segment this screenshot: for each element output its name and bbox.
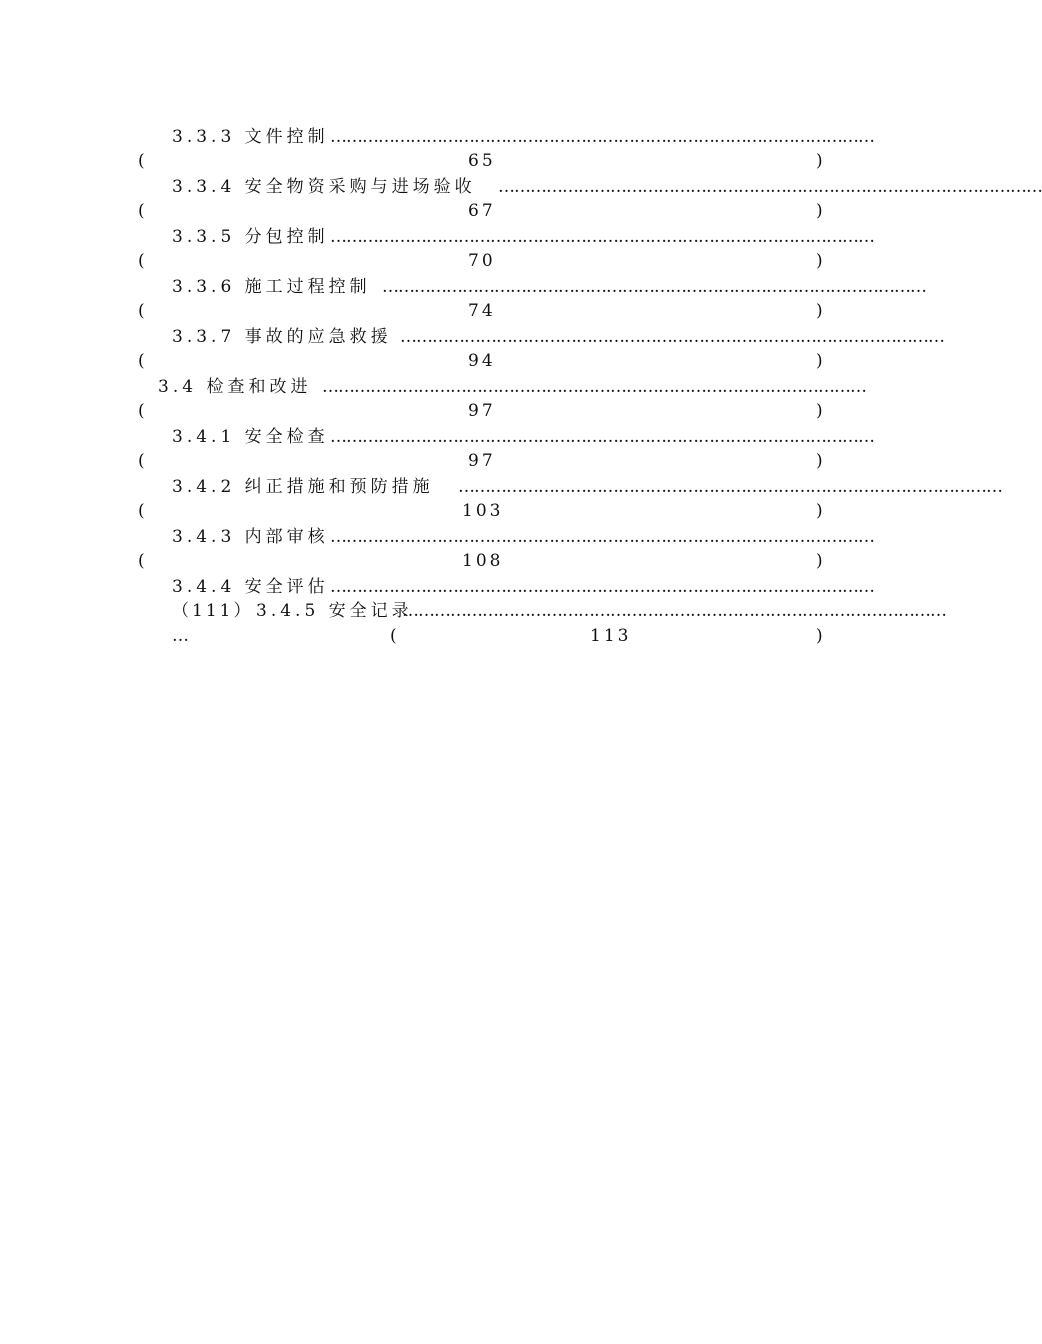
toc-open-paren: ( [138,401,145,421]
toc-leader: ………………………………………………………………………………………… [330,227,874,247]
toc-leader: ………………………………………………………………………………………… [322,377,866,397]
toc-entry-title: 3.3.5 分包控制 [172,227,329,247]
toc-close-paren: ) [816,401,823,421]
toc-page-number: 70 [468,251,496,271]
toc-leader: ………………………………………………………………………………………… [330,127,874,147]
toc-page-number: 65 [468,151,496,171]
toc-leader: ………………………………………………………………………………………… [330,527,874,547]
toc-open-paren: ( [138,551,145,571]
toc-open-paren: ( [138,301,145,321]
toc-close-paren: ) [816,501,823,521]
toc-leader: ………………………………………………………………………………………… [330,427,874,447]
toc-inline-page-prefix: （111） [172,601,254,621]
toc-page-number: 97 [468,401,496,421]
toc-leader: ………………………………………………………………………………………… [330,577,874,597]
toc-close-paren: ) [816,251,823,271]
toc-open-paren: ( [138,151,145,171]
toc-page-number: 74 [468,301,496,321]
toc-leader: ………………………………………………………………………………………… [458,477,1002,497]
toc-close-paren: ) [816,201,823,221]
toc-leader: ………………………………………………………………………………………… [498,177,1042,197]
toc-close-paren: ) [816,301,823,321]
toc-leader: ………………………………………………………………………………………… [402,601,946,621]
toc-open-paren: ( [138,351,145,371]
toc-entry-title: 3.4.4 安全评估 [172,577,329,597]
toc-open-paren: ( [138,501,145,521]
toc-page-number: 113 [590,626,632,646]
toc-entry-title: 3.3.4 安全物资采购与进场验收 [172,177,476,197]
toc-close-paren: ) [816,451,823,471]
toc-page-number: 103 [462,501,504,521]
toc-leader: ………………………………………………………………………………………… [382,277,926,297]
toc-leader-short: … [172,626,188,646]
toc-close-paren: ) [816,626,823,646]
toc-open-paren: ( [138,251,145,271]
toc-entry-title: 3.4.5 安全记录 [256,601,413,621]
toc-close-paren: ) [816,351,823,371]
toc-entry-title: 3.4.3 内部审核 [172,527,329,547]
toc-open-paren: ( [138,451,145,471]
toc-close-paren: ) [816,551,823,571]
toc-page-number: 94 [468,351,496,371]
toc-entry-title: 3.3.7 事故的应急救援 [172,327,392,347]
toc-close-paren: ) [816,151,823,171]
toc-open-paren: ( [138,201,145,221]
toc-page-number: 67 [468,201,496,221]
toc-entry-title: 3.4.1 安全检查 [172,427,329,447]
toc-page-number: 97 [468,451,496,471]
toc-entry-title: 3.4.2 纠正措施和预防措施 [172,477,434,497]
toc-leader: ………………………………………………………………………………………… [400,327,944,347]
toc-entry-title: 3.3.3 文件控制 [172,127,329,147]
toc-open-paren: ( [390,626,397,646]
toc-section-title: 3.4 检查和改进 [158,377,312,397]
toc-page-number: 108 [462,551,504,571]
toc-entry-title: 3.3.6 施工过程控制 [172,277,371,297]
